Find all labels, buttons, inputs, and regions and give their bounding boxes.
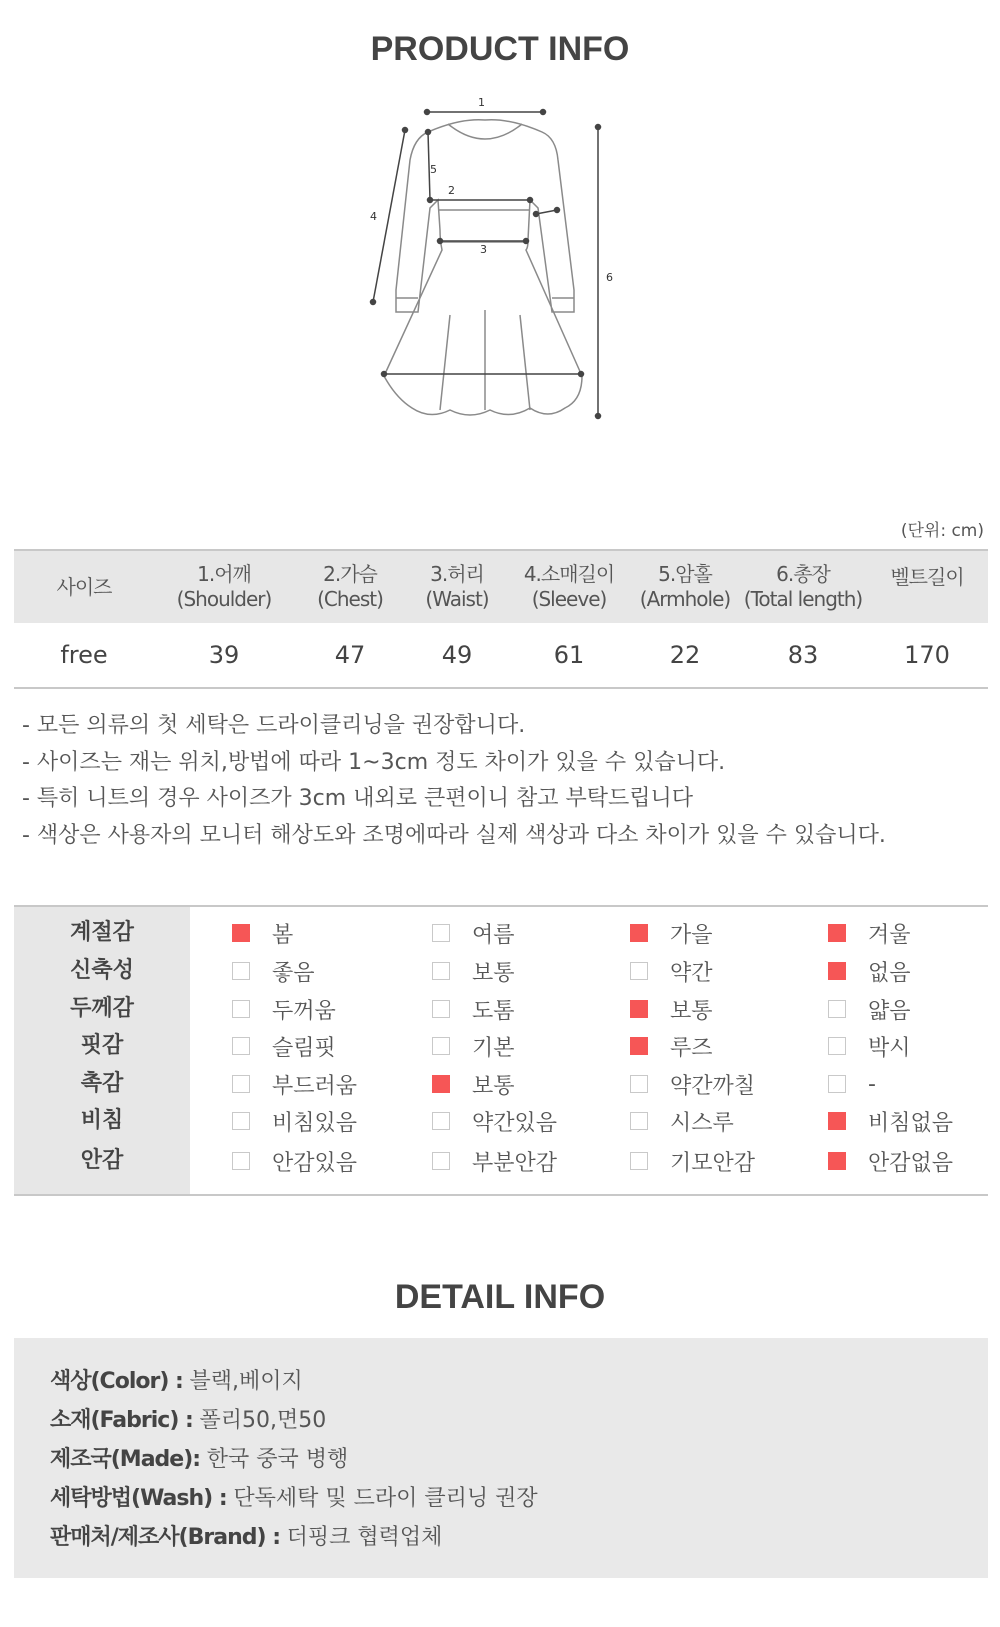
diagram-label-4: 4 (370, 210, 377, 223)
feature-option (432, 952, 515, 990)
feature-option-label: 시스루 (670, 1110, 734, 1136)
note-line: - 특히 니트의 경우 사이즈가 3cm 내외로 큰편이니 참고 부탁드립니다 (22, 786, 693, 811)
feature-option-label: 보통 (472, 1073, 515, 1099)
note-line: - 색상은 사용자의 모니터 해상도와 조명에따라 실제 색상과 다소 차이가 있을 수 있습니다. (22, 822, 886, 848)
feature-row (14, 1065, 988, 1103)
size-table (14, 549, 988, 689)
feature-option (232, 952, 315, 990)
feature-option-label: 부분안감 (472, 1150, 558, 1176)
unchecked-box-icon (232, 1037, 250, 1055)
feature-option-label: 비침있음 (272, 1110, 358, 1136)
feature-label: 안감 (80, 1148, 124, 1173)
feature-label: 신축성 (70, 958, 134, 983)
feature-option-label: 약간 (670, 960, 713, 986)
unit-label: (단위: cm) (900, 521, 984, 541)
detail-made: 제조국(Made): 한국 중국 병행 (50, 1447, 349, 1472)
shoulder-value: 39 (208, 641, 240, 669)
unchecked-box-icon (432, 1152, 450, 1170)
notes (22, 708, 886, 854)
size-name: free (60, 641, 108, 669)
feature-option (232, 914, 293, 952)
note-line: - 모든 의류의 첫 세탁은 드라이클리닝을 권장합니다. (22, 713, 526, 738)
header-belt-length: 벨트길이 (890, 565, 964, 589)
detail-info-box (14, 1338, 988, 1578)
size-table-header (14, 549, 988, 623)
unchecked-box-icon (232, 1112, 250, 1130)
feature-option-label: 안감없음 (868, 1150, 954, 1176)
unchecked-box-icon (828, 1037, 846, 1055)
detail-color: 색상(Color) : 블랙,베이지 (50, 1369, 303, 1394)
unchecked-box-icon (630, 1075, 648, 1093)
feature-option (828, 1065, 876, 1103)
feature-label: 계절감 (70, 920, 134, 945)
feature-option (232, 990, 336, 1028)
unchecked-box-icon (630, 962, 648, 980)
feature-option (232, 1027, 336, 1065)
product-info-title: PRODUCT INFO (370, 30, 630, 68)
unchecked-box-icon (828, 1000, 846, 1018)
header-chest: 2.가슴 (Chest) (317, 562, 383, 611)
detail-fabric: 소재(Fabric) : 폴리50,면50 (50, 1408, 327, 1433)
unchecked-box-icon (432, 1112, 450, 1130)
feature-option-label: 없음 (868, 960, 911, 986)
feature-option-label: 기본 (472, 1035, 515, 1061)
unchecked-box-icon (630, 1112, 648, 1130)
header-size: 사이즈 (56, 574, 112, 599)
feature-option-label: 겨울 (868, 922, 911, 948)
feature-option-label: 가을 (670, 922, 713, 948)
detail-info-title: DETAIL INFO (394, 1278, 606, 1316)
unchecked-box-icon (232, 1152, 250, 1170)
feature-row (14, 1102, 988, 1140)
detail-wash: 세탁방법(Wash) : 단독세탁 및 드라이 클리닝 권장 (50, 1486, 538, 1511)
waist-value: 49 (441, 641, 473, 669)
feature-option (828, 914, 911, 952)
feature-option (432, 1142, 557, 1180)
sleeve-value: 61 (553, 641, 585, 669)
feature-option (630, 952, 713, 990)
diagram-label-2: 2 (448, 184, 455, 197)
header-total-length: 6.총장 (Total length) (743, 562, 863, 611)
note-line: - 사이즈는 재는 위치,방법에 따라 1~3cm 정도 차이가 있을 수 있습니다. (22, 749, 726, 775)
diagram-label-6: 6 (606, 271, 613, 284)
diagram-label-5: 5 (430, 163, 437, 176)
unchecked-box-icon (232, 962, 250, 980)
checked-box-icon (828, 1152, 846, 1170)
feature-option-label: 두꺼움 (272, 998, 336, 1024)
feature-option (432, 1102, 557, 1140)
feature-option (432, 914, 515, 952)
feature-option (828, 990, 911, 1028)
feature-row (14, 990, 988, 1028)
dress-measurement-diagram (360, 90, 660, 450)
feature-label: 비침 (80, 1108, 124, 1133)
feature-label: 촉감 (80, 1071, 124, 1096)
feature-option-label: 좋음 (272, 960, 315, 986)
feature-option (432, 1065, 515, 1103)
feature-option-label: 보통 (670, 998, 713, 1024)
feature-option (630, 1027, 713, 1065)
feature-option (828, 1142, 953, 1180)
checked-box-icon (432, 1075, 450, 1093)
unchecked-box-icon (432, 1000, 450, 1018)
feature-table (14, 905, 988, 1196)
unchecked-box-icon (630, 1152, 648, 1170)
feature-option-label: 약간까칠 (670, 1073, 756, 1099)
feature-option (630, 1142, 755, 1180)
feature-option-label: 부드러움 (272, 1073, 358, 1099)
feature-label: 두께감 (70, 996, 134, 1021)
feature-option-label: 봄 (272, 922, 294, 948)
belt-length-value: 170 (904, 641, 950, 669)
unchecked-box-icon (232, 1075, 250, 1093)
feature-option-label: 비침없음 (868, 1110, 954, 1136)
checked-box-icon (630, 1000, 648, 1018)
feature-option (630, 1065, 755, 1103)
diagram-label-1: 1 (478, 96, 485, 109)
feature-option (828, 1102, 953, 1140)
checked-box-icon (630, 1037, 648, 1055)
feature-option-label: 여름 (472, 922, 515, 948)
checked-box-icon (828, 924, 846, 942)
detail-brand: 판매처/제조사(Brand) : 더핑크 협력업체 (50, 1525, 443, 1550)
header-shoulder: 1.어깨 (Shoulder) (176, 562, 272, 611)
feature-option-label: 박시 (868, 1035, 911, 1061)
armhole-value: 22 (669, 641, 701, 669)
feature-option-label: 안감있음 (272, 1150, 358, 1176)
feature-option (828, 1027, 911, 1065)
feature-option (232, 1142, 357, 1180)
feature-option (630, 1102, 734, 1140)
total-length-value: 83 (787, 641, 819, 669)
feature-option-label: 슬림핏 (272, 1035, 336, 1061)
unchecked-box-icon (432, 924, 450, 942)
feature-row (14, 1142, 988, 1180)
checked-box-icon (828, 1112, 846, 1130)
feature-option-label: - (868, 1071, 876, 1097)
unchecked-box-icon (232, 1000, 250, 1018)
checked-box-icon (630, 924, 648, 942)
header-sleeve: 4.소매길이 (Sleeve) (523, 562, 615, 611)
feature-option-label: 루즈 (670, 1035, 713, 1061)
feature-option-label: 보통 (472, 960, 515, 986)
feature-option-label: 얇음 (868, 998, 911, 1024)
feature-option (232, 1065, 357, 1103)
feature-option-label: 기모안감 (670, 1150, 756, 1176)
size-row-free (14, 623, 988, 689)
unchecked-box-icon (432, 962, 450, 980)
feature-option (630, 914, 713, 952)
feature-option-label: 약간있음 (472, 1110, 558, 1136)
unchecked-box-icon (828, 1075, 846, 1093)
feature-option (432, 1027, 515, 1065)
feature-option (432, 990, 515, 1028)
checked-box-icon (828, 962, 846, 980)
checked-box-icon (232, 924, 250, 942)
diagram-label-3: 3 (480, 243, 487, 256)
header-armhole: 5.암홀 (Armhole) (639, 562, 731, 611)
chest-value: 47 (334, 641, 366, 669)
unchecked-box-icon (432, 1037, 450, 1055)
feature-option (828, 952, 911, 990)
feature-label: 핏감 (80, 1033, 124, 1058)
feature-option (630, 990, 713, 1028)
feature-option-label: 도톰 (472, 998, 515, 1024)
feature-row (14, 952, 988, 990)
feature-row (14, 914, 988, 952)
feature-option (232, 1102, 357, 1140)
header-waist: 3.허리 (Waist) (425, 562, 489, 611)
feature-row (14, 1027, 988, 1065)
